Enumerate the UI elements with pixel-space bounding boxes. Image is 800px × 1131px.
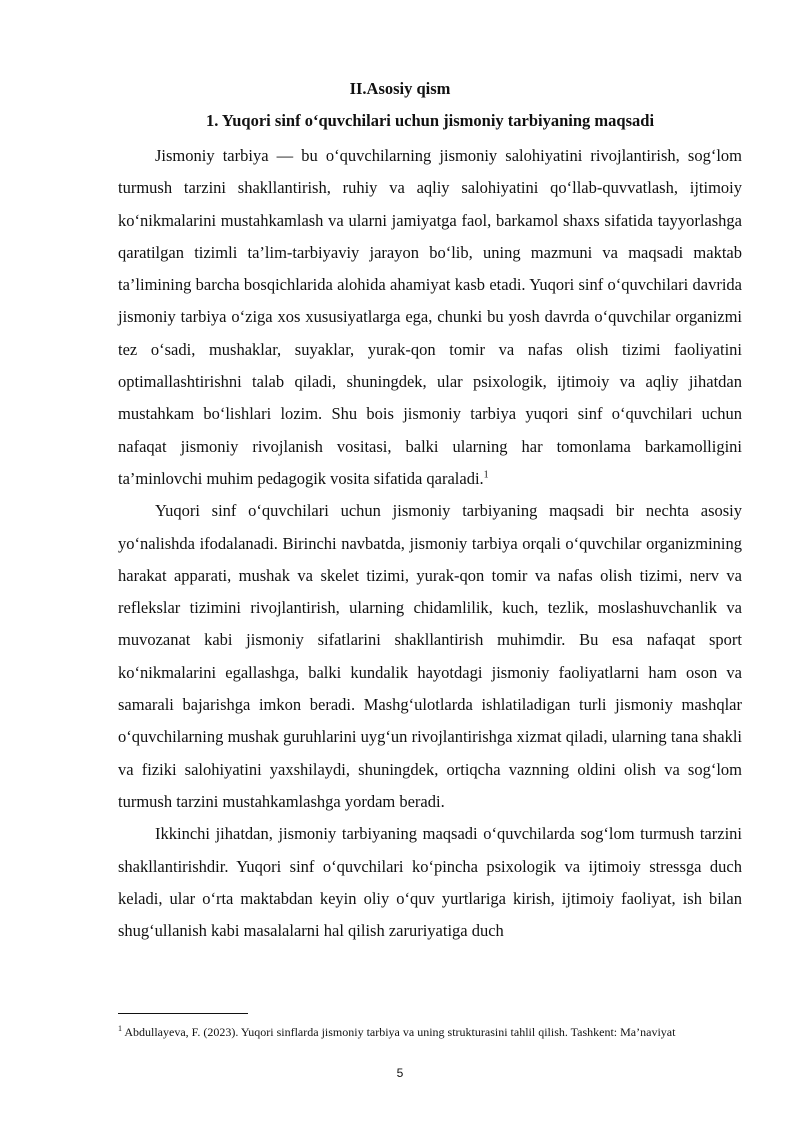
footnote-separator [118,1013,248,1014]
footnote-marker: 1 [118,1024,122,1033]
page-number: 5 [396,1066,404,1080]
footnote [118,1020,742,1041]
paragraph-3: Ikkinchi jihatdan, jismoniy tarbiyaning maqsadi o‘quvchilarda sog‘lom turmush tarzini shakllantirishdir. Yuqori sinf o‘quvchilari ko‘pincha psixologik va ijtimoiy stressga duch keladi, ular o‘rta maktabdan keyin oliy o‘quv yurtlariga kirish, ijtimoiy faoliyat, ish bilan shug‘ullanish kabi masalalarni hal qilish zaruriyatiga duch [118,824,742,941]
paragraph-1-text: Jismoniy tarbiya — bu o‘quvchilarning jismoniy salohiyatini rivojlantirish, sog‘lom turmush tarzini shakllantirish, ruhiy va aqliy salohiyatini qo‘llab-quvvatlash, ijtimoiy ko‘nikmalarini mustahkamlash va ularni jamiyatga faol, barkamol shaxs sifatida tayyorlashga qaratilgan tizimli ta’lim-tarbiyaviy jarayon bo‘lib, uning mazmuni va maqsadi maktab ta’limining barcha bosqichlarida alohida ahamiyat kasb etadi. Yuqori sinf o‘quvchilari davrida jismoniy tarbiya o‘ziga xos xususiyatlarga ega, chunki bu yosh davrda o‘quvchilar organizmi tez o‘sadi, mushaklar, suyaklar, yurak-qon tomir va nafas olish tizimi faoliyatini optimallashtirishni talab qiladi, shuningdek, ular psixologik, ijtimoiy va aqliy jihatdan mustahkam bo‘lishlari lozim. Shu bois jismoniy tarbiya yuqori sinf o‘quvchilari uchun nafaqat jismoniy rivojlanish vositasi, balki ularning har tomonlama barkamolligini ta’minlovchi muhim pedagogik vosita sifatida qaraladi. [118,146,742,488]
paragraph-2: Yuqori sinf o‘quvchilari uchun jismoniy tarbiyaning maqsadi bir nechta asosiy yo‘nalishda ifodalanadi. Birinchi navbatda, jismoniy tarbiya orqali o‘quvchilar organizmining harakat apparati, mushak va skelet tizimi, yurak-qon tomir va nafas olish tizimi, nerv va reflekslar tizimini rivojlantirish, ularning chidamlilik, kuch, tezlik, moslashuvchanlik va muvozanat kabi jismoniy sifatlarini shakllantirish muhimdir. Bu esa nafaqat sport ko‘nikmalarini egallashga, balki kundalik hayotdagi jismoniy faoliyatlarni ham oson va samarali bajarishga imkon beradi. Mashg‘ulotlarda ishlatiladigan turli jismoniy mashqlar o‘quvchilarning mushak guruhlarini uyg‘un rivojlantirishga xizmat qiladi, ularning tana shakli va fiziki salohiyatini yaxshilaydi, shuningdek, ortiqcha vaznning oldini olish va sog‘lom turmush tarzini mustahkamlashga yordam beradi. [118,501,742,811]
body-text [118,140,742,947]
section-title: II.Asosiy qism [349,79,451,98]
footnote-reference: 1 [483,469,489,481]
paragraph-1 [118,140,742,495]
footnote-text: Abdullayeva, F. (2023). Yuqori sinflarda jismoniy tarbiya va uning strukturasini tahlil qilish. Tashkent: Ma’naviyat [124,1025,676,1039]
subsection-title: 1. Yuqori sinf o‘quvchilari uchun jismoniy tarbiyaning maqsadi [205,111,655,130]
